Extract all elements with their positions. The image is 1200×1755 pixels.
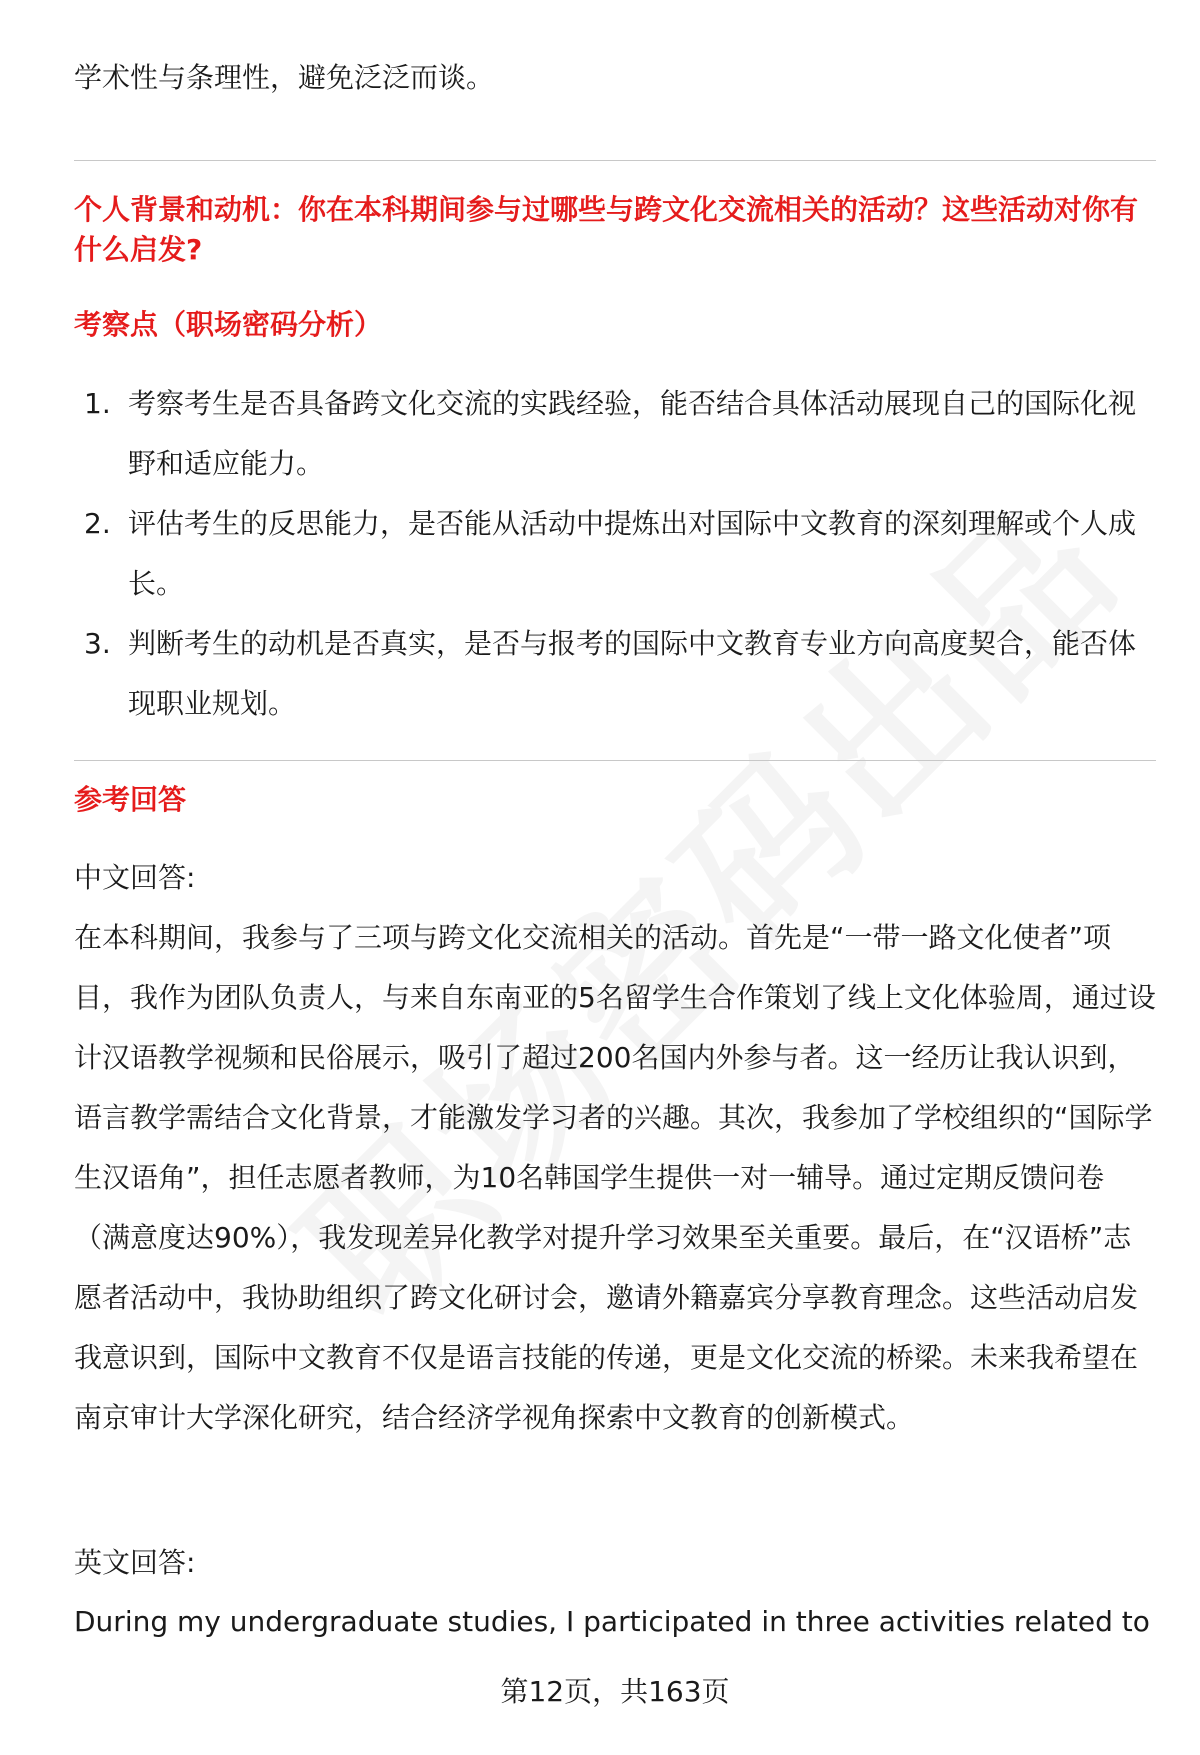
divider: [74, 760, 1156, 761]
list-item-number: 1.: [84, 387, 111, 420]
document-page: [74, 0, 1156, 1755]
english-answer-text: During my undergraduate studies, I participated in three activities related to: [74, 1605, 1150, 1638]
list-item-text: 考察考生是否具备跨文化交流的实践经验，能否结合具体活动展现自己的国际化视野和适应能力。: [128, 387, 1137, 480]
divider: [74, 160, 1156, 161]
chinese-answer-text: 在本科期间，我参与了三项与跨文化交流相关的活动。首先是“一带一路文化使者”项目，我作为团队负责人，与来自东南亚的5名留学生合作策划了线上文化体验周，通过设计汉语教学视频和民俗展示，吸引了超过200名国内外参与者。这一经历让我认识到，语言教学需结合文化背景，才能激发学习者的兴趣。其次，我参加了学校组织的“国际学生汉语角”，担任志愿者教师，为10名韩国学生提供一对一辅导。通过定期反馈问卷（满意度达90%），我发现差异化教学对提升学习效果至关重要。最后，在“汉语桥”志愿者活动中，我协助组织了跨文化研讨会，邀请外籍嘉宾分享教育理念。这些活动启发我意识到，国际中文教育不仅是语言技能的传递，更是文化交流的桥梁。未来我希望在南京审计大学深化研究，结合经济学视角探索中文教育的创新模式。: [74, 921, 1156, 1434]
list-item-text: 判断考生的动机是否真实，是否与报考的国际中文教育专业方向高度契合，能否体现职业规划。: [128, 627, 1137, 720]
chinese-answer-label: 中文回答:: [74, 861, 196, 894]
previous-text-tail: 学术性与条理性，避免泛泛而谈。: [74, 61, 495, 94]
page-footer: 第12页，共163页: [500, 1675, 730, 1708]
list-item: [74, 614, 1156, 734]
list-item: [74, 374, 1156, 494]
question-title: 个人背景和动机：你在本科期间参与过哪些与跨文化交流相关的活动？这些活动对你有什么启发?: [74, 193, 1139, 266]
answer-heading: 参考回答: [74, 783, 187, 816]
list-item: [74, 494, 1156, 614]
list-item-number: 3.: [84, 627, 111, 660]
english-answer-label: 英文回答:: [74, 1546, 196, 1579]
list-item-text: 评估考生的反思能力，是否能从活动中提炼出对国际中文教育的深刻理解或个人成长。: [128, 507, 1137, 600]
points-heading: 考察点（职场密码分析）: [74, 308, 383, 341]
list-item-number: 2.: [84, 507, 111, 540]
points-list: [74, 374, 1156, 734]
